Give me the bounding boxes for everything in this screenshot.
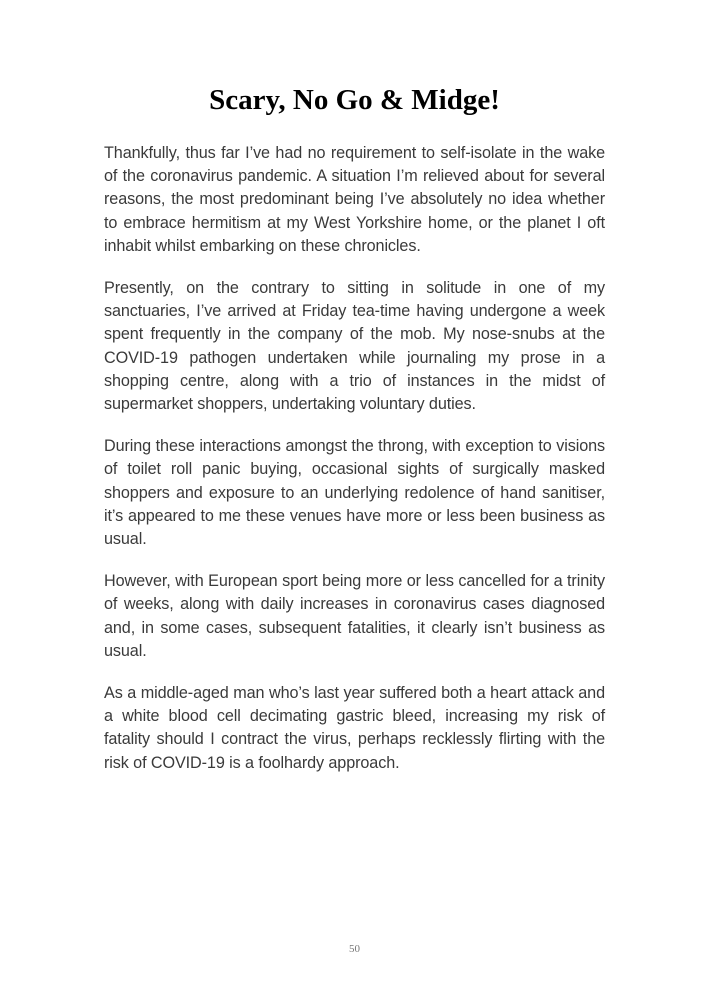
- paragraph: However, with European sport being more or less cancelled for a trinity of weeks, along with daily increases in coronavirus cases diagnosed and, in some cases, subsequent fatalities, it clearly isn’t business as usual.: [104, 572, 605, 660]
- page-number: 50: [349, 943, 360, 955]
- paragraph: Thankfully, thus far I’ve had no requirement to self-isolate in the wake of the coronavirus pandemic. A situation I’m relieved about for several reasons, the most predominant being I’ve absolutely no idea whether to embrace hermitism at my West Yorkshire home, or the planet I oft inhabit whilst embarking on these chronicles.: [104, 144, 605, 255]
- paragraph: During these interactions amongst the throng, with exception to visions of toilet roll panic buying, occasional sights of surgically masked shoppers and exposure to an underlying redolence of hand sanitiser, it’s appeared to me these venues have more or less been business as usual.: [104, 437, 605, 549]
- paragraph: Presently, on the contrary to sitting in solitude in one of my sanctuaries, I’ve arrived at Friday tea-time having undergone a week spent frequently in the company of the mob. My nose-snubs at the COVID-19 pathogen undertaken while journaling my prose in a shopping centre, along with a trio of instances in the midst of supermarket shoppers, undertaking voluntary duties.: [104, 279, 605, 414]
- body-text: [104, 142, 605, 794]
- chapter-title: Scary, No Go & Midge!: [209, 84, 500, 116]
- paragraph: As a middle-aged man who’s last year suffered both a heart attack and a white blood cell decimating gastric bleed, increasing my risk of fatality should I contract the virus, perhaps recklessly flirting with the risk of COVID-19 is a foolhardy approach.: [104, 684, 605, 772]
